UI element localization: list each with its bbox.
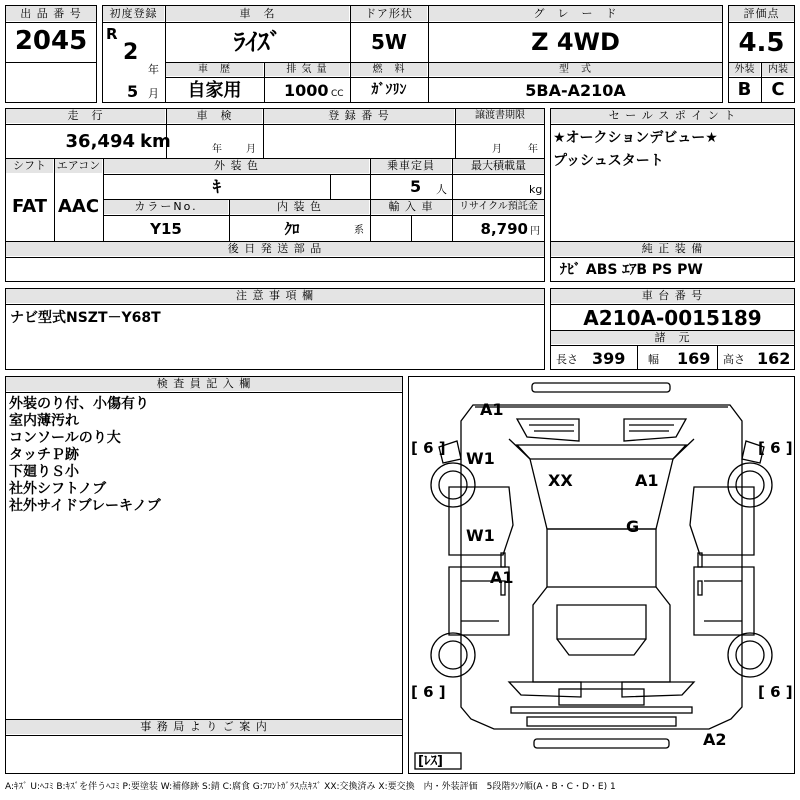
inspector-note: 外装のり付、小傷有り (9, 396, 149, 412)
tire-rear-right: [ 6 ] (758, 683, 793, 701)
tire-rear-left: [ 6 ] (411, 683, 446, 701)
model-label: 型 式 (429, 63, 722, 76)
spare-tire: [ﾚｽ] (418, 754, 443, 769)
displacement: 1000 (284, 81, 329, 100)
office-notice-label: 事 務 局 よ り ご 案 内 (6, 720, 402, 734)
import-label: 輸 入 車 (371, 200, 451, 214)
transfer-deadline-label: 譲渡書期限 (456, 109, 544, 123)
exterior-color-label: 外 装 色 (104, 159, 369, 173)
score-label: 評価点 (729, 6, 794, 21)
caution-label: 注 意 事 項 欄 (6, 289, 544, 303)
inspector-note: 下廻りＳ小 (9, 464, 79, 480)
era-mark: R (106, 25, 118, 43)
interior-grade-label: 内装 (762, 63, 794, 76)
shift-label: シフト (6, 159, 53, 173)
inspector-note: 室内薄汚れ (9, 413, 79, 429)
inspector-notes (9, 396, 161, 515)
door-label: ドア形状 (351, 6, 427, 21)
tire-front-left: [ 6 ] (411, 439, 446, 457)
inspector-note: タッチＰ跡 (9, 447, 79, 463)
inspection-month-unit: 月 (246, 144, 256, 155)
model: 5BA-A210A (525, 81, 626, 100)
lot-number-label: 出 品 番 号 (6, 6, 96, 21)
recycle-deposit-label: リサイクル預託金 (453, 200, 544, 214)
damage-mark-roof: A1 (635, 471, 659, 490)
damage-mark-a2: A2 (703, 730, 727, 749)
door-type: 5W (371, 30, 407, 54)
damage-mark-xx: XX (548, 471, 573, 490)
color-number: Y15 (150, 220, 182, 238)
exterior-grade-label: 外装 (729, 63, 760, 76)
fuel: ｶﾞｿﾘﾝ (371, 82, 407, 98)
inspector-note: 社外シフトノブ (9, 481, 107, 497)
max-load-label: 最大積載量 (453, 159, 544, 173)
damage-mark-front: A1 (480, 400, 504, 419)
height-label: 高さ (723, 353, 745, 366)
inspection-label: 車 検 (167, 109, 262, 123)
recycle-deposit: 8,790 (480, 220, 528, 238)
capacity: 5 (410, 177, 422, 196)
history: 自家用 (187, 80, 242, 101)
inspector-note: コンソールのり大 (9, 430, 121, 446)
inspector-note: 社外サイドブレーキノブ (9, 498, 161, 514)
selling-point-1: ★オークションデビュー★ (553, 130, 718, 146)
mileage-label: 走 行 (6, 109, 165, 123)
caution-text: ナビ型式NSZT－Y68T (10, 310, 161, 326)
interior-suffix: 系 (354, 225, 364, 236)
aircon: AAC (57, 196, 100, 217)
car-name-label: 車 名 (166, 6, 349, 21)
car-name: ﾗｲｽﾞ (233, 28, 282, 56)
history-label: 車 歴 (166, 63, 263, 76)
damage-mark-w1-side: W1 (466, 526, 495, 545)
transfer-day-unit: 年 (528, 144, 538, 155)
length: 399 (592, 349, 626, 368)
person-unit: 人 (436, 183, 447, 196)
month-unit: 月 (148, 87, 159, 100)
capacity-label: 乗車定員 (371, 159, 451, 173)
length-label: 長さ (556, 353, 578, 366)
chassis-label: 車 台 番 号 (551, 289, 794, 303)
registration-number-label: 登 録 番 号 (264, 109, 454, 123)
first-registration-label: 初度登録 (103, 6, 164, 21)
damage-mark-g: G (626, 517, 640, 536)
inspector-label: 検 査 員 記 入 欄 (6, 377, 402, 391)
first-registration-month: 5 (127, 82, 139, 101)
exterior-grade: B (737, 79, 752, 100)
equipment: ﾅﾋﾞ ABS ｴｱB PS PW (560, 262, 703, 278)
interior-color-label: 内 装 色 (230, 200, 369, 214)
damage-mark-w1-front: W1 (466, 449, 495, 468)
lot-number: 2045 (14, 26, 88, 56)
selling-point-2: プッシュスタート (553, 153, 664, 169)
mileage: 36,494 (65, 131, 135, 152)
shift: FAT (11, 196, 48, 217)
displacement-label: 排 気 量 (265, 63, 349, 76)
interior-color: ｸﾛ (284, 220, 300, 238)
first-registration-year: 2 (123, 40, 139, 65)
car-outline-diagram (409, 377, 794, 773)
inspection-year-unit: 年 (212, 144, 222, 155)
aircon-label: エアコン (56, 159, 101, 172)
legend: A:ｷｽﾞ U:ﾍｺﾐ B:ｷｽﾞを伴うﾍｺﾐ P:要塗装 W:補修跡 S:錆 C:腐食 G:ﾌﾛﾝﾄｶﾞﾗｽ点ｷｽﾞ XX:交換済み X:要交換 内・外装評価 5段階ﾗﾝｸ順(A・B・C・D・E) 1 (5, 782, 616, 792)
equipment-label: 純 正 装 備 (551, 242, 794, 256)
later-parts-label: 後 日 発 送 部 品 (6, 242, 544, 256)
damage-mark-rear-door: A1 (490, 568, 514, 587)
car-diagram (408, 376, 795, 774)
interior-grade: C (771, 79, 785, 100)
mileage-unit: km (140, 131, 171, 152)
selling-points-label: セ ー ル ス ポ イ ン ト (551, 109, 794, 123)
grade: Z 4WD (531, 28, 620, 56)
tire-front-right: [ 6 ] (758, 439, 793, 457)
exterior-color: ｷ (212, 177, 221, 196)
score: 4.5 (738, 28, 785, 58)
width-label: 幅 (648, 353, 659, 366)
yen-unit: 円 (530, 226, 540, 237)
cc-unit: CC (331, 89, 344, 99)
kg-unit: kg (529, 183, 543, 196)
year-unit: 年 (148, 63, 159, 76)
width: 169 (677, 349, 711, 368)
dimensions-label: 諸 元 (551, 331, 794, 344)
transfer-month-unit: 月 (492, 144, 502, 155)
fuel-label: 燃 料 (351, 63, 427, 76)
grade-label: グ レ ー ド (429, 6, 722, 21)
height: 162 (757, 349, 791, 368)
color-number-label: カラーNo. (104, 200, 228, 214)
chassis-number: A210A-0015189 (583, 306, 762, 330)
